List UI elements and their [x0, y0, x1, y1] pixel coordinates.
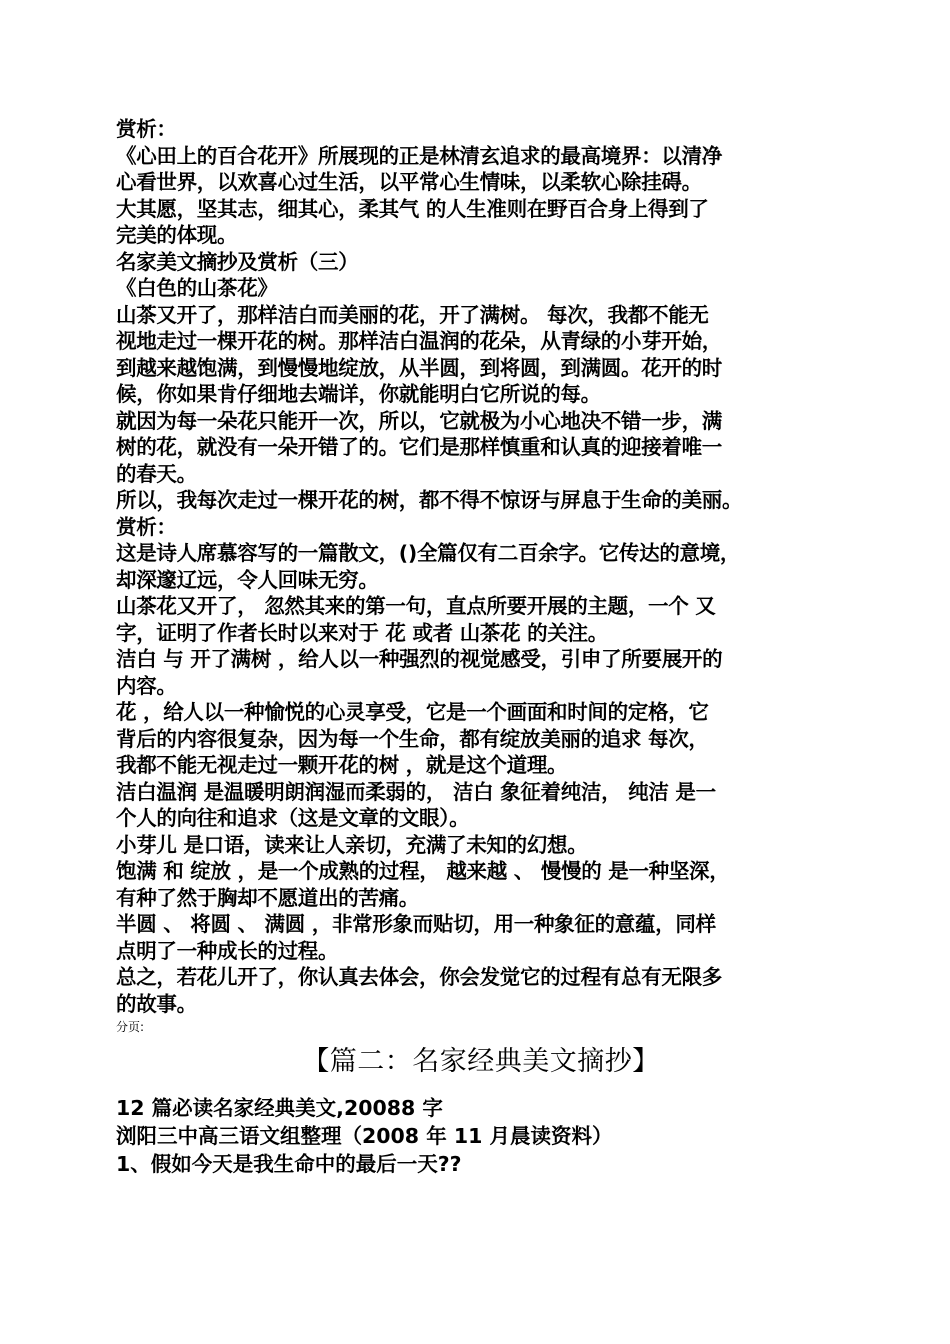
text-line: 1、假如今天是我生命中的最后一天?? [116, 1152, 462, 1176]
text-line: 大其愿，坚其志，细其心，柔其气 的人生准则在野百合身上得到了 [116, 196, 709, 221]
text-line: 的春天。 [116, 461, 197, 486]
text-line: 洁白温润 是温暖明朗润湿而柔弱的， 洁白 象征着纯洁， 纯洁 是一 [116, 779, 716, 804]
document-page [116, 116, 846, 1178]
text-line: 树的花，就没有一朵开错了的。它们是那样慎重和认真的迎接着唯一 [116, 435, 722, 459]
text-line: 饱满 和 绽放 ，是一个成熟的过程， 越来越 、 慢慢的 是一种坚深， [116, 859, 730, 883]
text-line: 却深邃辽远，令人回味无穷。 [116, 567, 379, 592]
text-line: 有种了然于胸却不愿道出的苦痛。 [116, 885, 419, 910]
text-line: 赏析： [116, 514, 177, 539]
text-line: 小芽儿 是口语，读来让人亲切，充满了未知的幻想。 [116, 832, 588, 857]
text-line: 这是诗人席慕容写的一篇散文，()全篇仅有二百余字。它传达的意境， [116, 541, 741, 565]
section-heading: 名家美文摘抄及赏析（三） [116, 249, 359, 274]
section-1 [116, 116, 846, 1017]
text-line: 个人的向往和追求（这是文章的文眼）。 [116, 806, 470, 830]
article-title: 《白色的山茶花》 [116, 276, 278, 300]
text-line: 所以，我每次走过一棵开花的树，都不得不惊讶与屏息于生命的美丽。 [116, 488, 743, 512]
chapter-title: 【篇二：名家经典美文摘抄】 [302, 1046, 660, 1077]
text-line: 半圆 、 将圆 、 满圆 ，非常形象而贴切，用一种象征的意蕴，同样 [116, 912, 716, 936]
text-line: 视地走过一棵开花的树。那样洁白温润的花朵，从青绿的小芽开始， [116, 329, 722, 353]
text-line: 浏阳三中高三语文组整理（2008 年 11 月晨读资料） [116, 1124, 613, 1148]
text-line: 赏析： [116, 117, 177, 141]
text-line: 的故事。 [116, 991, 197, 1016]
text-line: 山茶花又开了， 忽然其来的第一句，直点所要开展的主题，一个 又 [116, 594, 716, 618]
section-2 [116, 1094, 846, 1178]
text-line: 背后的内容很复杂，因为每一个生命，都有绽放美丽的追求 每次， [116, 726, 709, 751]
text-line: 字，证明了作者长时以来对于 花 或者 山茶花 的关注。 [116, 620, 608, 645]
text-line: 《心田上的百合花开》所展现的正是林清玄追求的最高境界：以清净 [116, 143, 722, 168]
text-line: 就因为每一朵花只能开一次，所以，它就极为小心地决不错一步，满 [116, 408, 722, 433]
text-line: 到越来越饱满，到慢慢地绽放，从半圆，到将圆，到满圆。花开的时 [116, 355, 722, 380]
text-line: 洁白 与 开了满树 ，给人以一种强烈的视觉感受，引申了所要展开的 [116, 647, 723, 671]
text-line: 我都不能无视走过一颗开花的树 ，就是这个道理。 [116, 753, 568, 777]
text-line: 心看世界，以欢喜心过生活，以平常心生情味，以柔软心除挂碍。 [116, 170, 702, 194]
text-line: 点明了一种成长的过程。 [116, 938, 339, 963]
text-line: 内容。 [116, 673, 177, 698]
text-line: 花 ，给人以一种愉悦的心灵享受，它是一个画面和时间的定格，它 [116, 700, 709, 724]
text-line: 12 篇必读名家经典美文,20088 字 [116, 1096, 443, 1120]
page-break-label: 分页: [116, 1020, 145, 1034]
text-line: 候，你如果肯仔细地去端详，你就能明白它所说的每。 [116, 382, 601, 406]
text-line: 山茶又开了，那样洁白而美丽的花，开了满树。 每次，我都不能无 [116, 302, 709, 327]
text-line: 完美的体现。 [116, 223, 238, 247]
text-line: 总之，若花儿开了，你认真去体会，你会发觉它的过程有总有无限多 [116, 965, 722, 989]
